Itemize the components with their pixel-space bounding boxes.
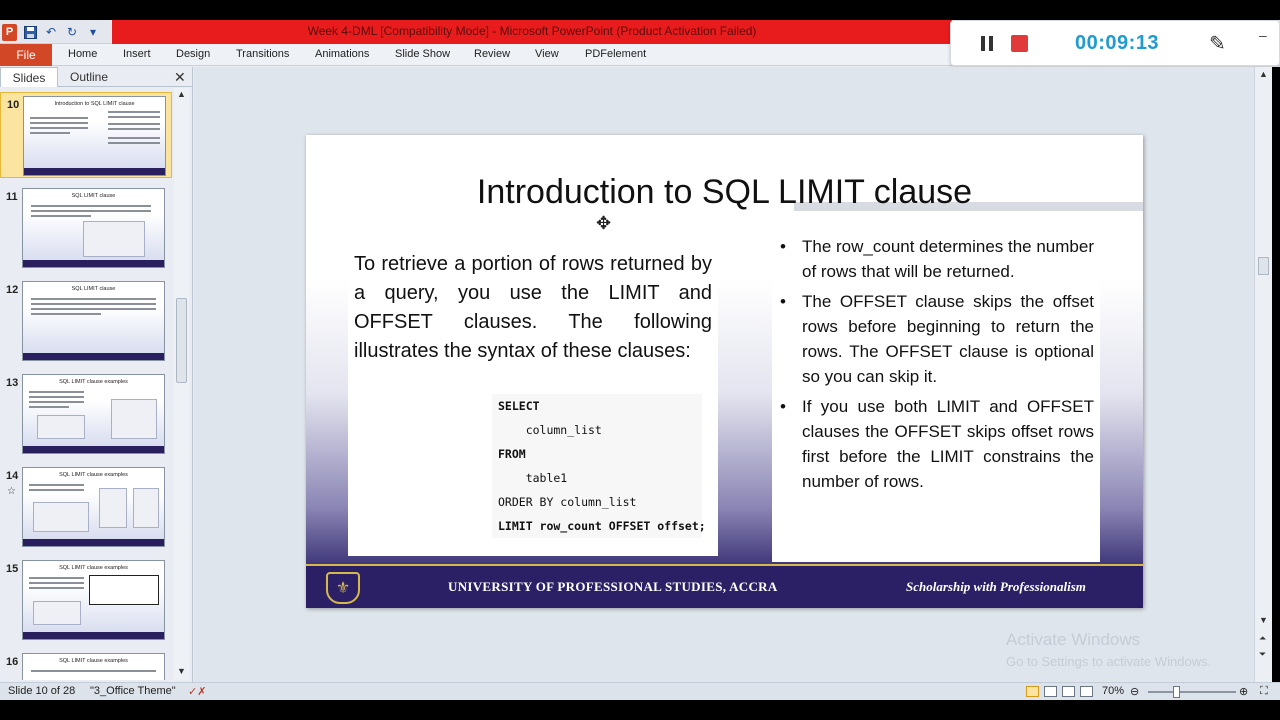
- thumbnail-title: SQL LIMIT clause examples: [59, 658, 128, 664]
- normal-view-icon[interactable]: [1026, 686, 1039, 697]
- code-line: ORDER BY column_list: [498, 495, 637, 509]
- zoom-level[interactable]: 70%: [1102, 685, 1125, 697]
- bullet-text-box[interactable]: [772, 231, 1100, 562]
- collapse-icon[interactable]: –: [1259, 27, 1267, 43]
- code-line: FROM: [498, 447, 526, 461]
- slide-scroll-thumb[interactable]: [1258, 257, 1269, 275]
- slide-thumbnail-16[interactable]: [0, 650, 172, 680]
- tab-outline[interactable]: Outline: [69, 70, 109, 84]
- tab-insert[interactable]: Insert: [123, 48, 151, 60]
- title-bar-highlight: [112, 20, 952, 44]
- zoom-out-icon[interactable]: ⊖: [1130, 686, 1140, 698]
- intro-text-box[interactable]: [348, 247, 718, 556]
- thumbnail-title: SQL LIMIT clause examples: [59, 379, 128, 385]
- slide-title[interactable]: Introduction to SQL LIMIT clause: [476, 173, 973, 211]
- activate-windows-heading: Activate Windows: [1006, 630, 1141, 649]
- tab-slides[interactable]: Slides: [0, 67, 58, 87]
- bottom-letterbox: [0, 700, 1280, 720]
- bullet-text: The OFFSET clause skips the offset rows before beginning to return the rows. The OFFSET clause is optional so you can skip it.: [802, 292, 1094, 386]
- slide-number: 16: [6, 656, 19, 668]
- move-cursor-icon: ✥: [596, 213, 612, 233]
- thumbnail-title: Introduction to SQL LIMIT clause: [54, 101, 135, 107]
- tab-view[interactable]: View: [535, 48, 559, 60]
- tab-design[interactable]: Design: [176, 48, 211, 60]
- university-name: UNIVERSITY OF PROFESSIONAL STUDIES, ACCRA: [448, 579, 778, 594]
- scroll-down-icon[interactable]: ▼: [1259, 615, 1268, 625]
- slide-counter: Slide 10 of 28: [8, 685, 76, 697]
- tab-animations[interactable]: Animations: [315, 48, 370, 60]
- slide-number: 10: [7, 99, 20, 111]
- slide-show-view-icon[interactable]: [1080, 686, 1093, 697]
- slide-number: 15: [6, 563, 19, 575]
- code-line: SELECT: [498, 399, 540, 413]
- screen-recorder-widget: [950, 20, 1280, 66]
- slide-scrollbar[interactable]: [1254, 67, 1272, 682]
- redo-icon[interactable]: ↻: [66, 25, 78, 39]
- slide-thumbnail-15[interactable]: [0, 557, 172, 643]
- zoom-slider-thumb[interactable]: [1173, 686, 1180, 698]
- slide-number: 13: [6, 377, 19, 389]
- pause-icon[interactable]: [981, 36, 995, 51]
- zoom-slider[interactable]: [1148, 691, 1236, 693]
- slide-thumbnail-12[interactable]: [0, 278, 172, 364]
- sql-syntax-code: [492, 394, 706, 538]
- scroll-down-icon[interactable]: ▼: [177, 666, 186, 676]
- thumbnail-title: SQL LIMIT clause examples: [59, 472, 128, 478]
- thumbnail-title: SQL LIMIT clause: [71, 286, 116, 292]
- window-title: Week 4-DML [Compatibility Mode] - Microsoft PowerPoint (Product Activation Failed): [307, 24, 757, 38]
- slide-number: 11: [6, 191, 18, 203]
- bullet-item: • The row_count determines the number of rows that will be returned.: [780, 237, 1094, 281]
- thumbnail-preview: [22, 560, 165, 640]
- pen-icon[interactable]: ✎: [1209, 33, 1226, 55]
- panel-scroll-thumb[interactable]: [176, 298, 187, 383]
- bullet-text: If you use both LIMIT and OFFSET clauses the OFFSET skips offset rows first before the LIMIT constrains the number of rows.: [802, 397, 1094, 491]
- tab-transitions[interactable]: Transitions: [236, 48, 290, 60]
- stop-icon[interactable]: [1011, 35, 1028, 52]
- quick-access-toolbar: [0, 20, 112, 44]
- scroll-up-icon[interactable]: ▲: [1259, 69, 1268, 79]
- bullet-item: • If you use both LIMIT and OFFSET clauses the OFFSET skips offset rows first before the LIMIT constrains the number of rows.: [780, 397, 1094, 491]
- thumbnail-title: SQL LIMIT clause examples: [59, 565, 128, 571]
- fit-to-window-icon[interactable]: ⛶: [1260, 685, 1268, 697]
- tab-home[interactable]: Home: [68, 48, 98, 60]
- right-letterbox: [1272, 67, 1280, 682]
- thumbnail-preview: [22, 467, 165, 547]
- intro-paragraph: To retrieve a portion of rows returned by a query, you use the LIMIT and OFFSET clauses. The following illustrates the syntax of these clauses:: [354, 253, 712, 362]
- powerpoint-logo-icon[interactable]: P: [2, 24, 17, 41]
- thumbnail-preview: [23, 96, 166, 176]
- theme-name[interactable]: "3_Office Theme": [90, 685, 176, 697]
- slide-thumbnail-14[interactable]: [0, 464, 172, 550]
- thumbnail-title: SQL LIMIT clause: [71, 193, 116, 199]
- slide-thumbnail-13[interactable]: [0, 371, 172, 457]
- slide-thumbnail-10[interactable]: [0, 92, 172, 178]
- slide-thumbnail-11[interactable]: [0, 185, 172, 271]
- previous-slide-icon[interactable]: ⏶: [1259, 633, 1267, 643]
- current-slide[interactable]: [306, 135, 1143, 608]
- next-slide-icon[interactable]: ⏷: [1259, 649, 1267, 659]
- panel-tabs: [0, 67, 193, 87]
- bullet-text: The row_count determines the number of rows that will be returned.: [802, 237, 1094, 281]
- recording-timer: 00:09:13: [1075, 32, 1160, 54]
- slide-sorter-view-icon[interactable]: [1044, 686, 1057, 697]
- slide-number: 14: [6, 470, 19, 482]
- university-motto: Scholarship with Professionalism: [906, 579, 1086, 594]
- close-panel-icon[interactable]: ✕: [174, 69, 186, 85]
- code-line: LIMIT row_count OFFSET offset;: [498, 519, 706, 533]
- thumbnail-preview: [22, 653, 165, 680]
- scroll-up-icon[interactable]: ▲: [177, 89, 186, 99]
- tab-file[interactable]: File: [0, 44, 52, 66]
- tab-review[interactable]: Review: [474, 48, 511, 60]
- bullet-item: • The OFFSET clause skips the offset rows before beginning to return the rows. The OFFSET clause is optional so you can skip it.: [780, 292, 1094, 386]
- bullet-list: [778, 234, 1094, 499]
- panel-scrollbar[interactable]: [174, 88, 189, 680]
- activate-windows-subtext: Go to Settings to activate Windows.: [1006, 654, 1212, 669]
- code-line: table1: [498, 471, 568, 485]
- slide-footer: [306, 564, 1143, 608]
- animation-star-icon: ☆: [7, 486, 16, 497]
- undo-icon[interactable]: ↶: [45, 25, 57, 39]
- customize-toolbar-icon[interactable]: ▾: [89, 25, 97, 39]
- slide-number: 12: [6, 284, 19, 296]
- reading-view-icon[interactable]: [1062, 686, 1075, 697]
- spell-check-icon[interactable]: ✓✗: [188, 686, 207, 698]
- zoom-in-icon[interactable]: ⊕: [1239, 686, 1249, 698]
- tab-pdfelement[interactable]: PDFelement: [585, 48, 647, 60]
- code-line: column_list: [498, 423, 602, 437]
- university-crest-icon: ⚜: [326, 572, 360, 604]
- save-icon[interactable]: [22, 24, 38, 40]
- thumbnail-preview: [22, 281, 165, 361]
- thumbnail-preview: [22, 374, 165, 454]
- thumbnail-preview: [22, 188, 165, 268]
- tab-slide-show[interactable]: Slide Show: [395, 48, 451, 60]
- top-letterbox: [0, 0, 1280, 20]
- status-bar: [0, 682, 1280, 700]
- slides-panel: [0, 67, 193, 682]
